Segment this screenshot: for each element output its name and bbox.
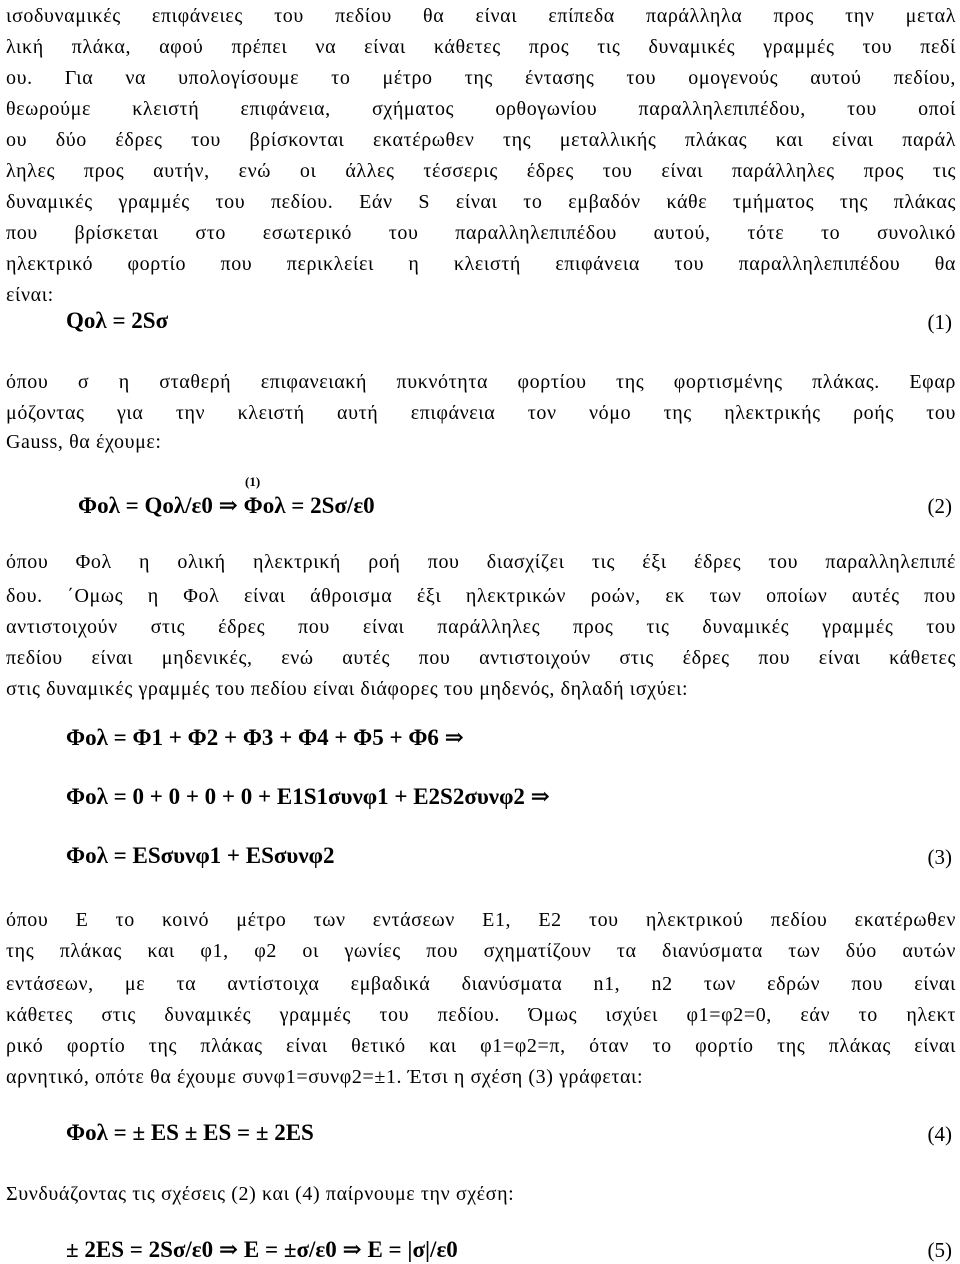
text-line: Συνδυάζοντας τις σχέσεις (2) και (4) παίρνουμε την σχέση: (6, 1183, 515, 1205)
text-line: λική πλάκα, αφού πρέπει να είναι κάθετες προς τις δυναμικές γραμμές του πεδί (6, 36, 956, 58)
text-line: μόζοντας για την κλειστή αυτή επιφάνεια τον νόμο της ηλεκτρικής ροής του (6, 402, 956, 424)
text-line: που βρίσκεται στο εσωτερικό του παραλληλεπιπέδου αυτού, τότε το συνολικό (6, 222, 956, 244)
text-line: αρνητικό, οπότε θα έχουμε συνφ1=συνφ2=±1. Έτσι η σχέση (3) γράφεται: (6, 1066, 644, 1088)
equation-number: (2) (927, 494, 952, 518)
text-line: δυναμικές γραμμές του πεδίου. Εάν S είναι το εμβαδόν κάθε τμήματος της πλάκας (6, 191, 956, 213)
text-line: ηλεκτρικό φορτίο που περικλείει η κλειστή επιφάνεια του παραλληλεπιπέδου θα (6, 253, 956, 275)
arrow-label: (1) (245, 474, 261, 489)
text-line: όπου Ε το κοινό μέτρο των εντάσεων E1, E2 του ηλεκτρικού πεδίου εκατέρωθεν (6, 909, 956, 931)
equation: ± 2ES = 2Sσ/ε0 ⇒ E = ±σ/ε0 ⇒ E = |σ|/ε0 (66, 1237, 458, 1262)
text-line: ισοδυναμικές επιφάνειες του πεδίου θα είναι επίπεδα παράλληλα προς την μεταλ (6, 5, 956, 27)
text-line: θεωρούμε κλειστή επιφάνεια, σχήματος ορθογωνίου παραλληλεπιπέδου, του οποί (6, 98, 956, 120)
text-line: δου. ΄Ομως η Φολ είναι άθροισμα έξι ηλεκτρικών ροών, εκ των οποίων αυτές που (6, 585, 956, 607)
text-line: της πλάκας και φ1, φ2 οι γωνίες που σχηματίζουν τα διανύσματα των δύο αυτών (6, 940, 956, 962)
equation-number: (5) (927, 1238, 952, 1262)
equation: Φολ = ± ES ± ES = ± 2ES (66, 1120, 314, 1145)
equation: Φολ = ESσυνφ1 + ESσυνφ2 (66, 843, 335, 868)
equation: Φολ = 0 + 0 + 0 + 0 + E1S1συνφ1 + E2S2συνφ2 ⇒ (66, 784, 550, 809)
equation: Φολ = Φ1 + Φ2 + Φ3 + Φ4 + Φ5 + Φ6 ⇒ (66, 725, 464, 750)
equation-number: (1) (927, 310, 952, 334)
text-line: εντάσεων, με τα αντίστοιχα εμβαδικά διανύσματα n1, n2 των εδρών που είναι (6, 973, 956, 995)
text-line: ληλες προς αυτήν, ενώ οι άλλες τέσσερις έδρες του είναι παράλληλες προς τις (6, 160, 956, 182)
text-line: κάθετες στις δυναμικές γραμμές του πεδίου. Όμως ισχύει φ1=φ2=0, εάν το ηλεκτ (6, 1004, 956, 1026)
text-line: αντιστοιχούν στις έδρες που είναι παράλληλες προς τις δυναμικές γραμμές του (6, 616, 956, 638)
equation: Qολ = 2Sσ (66, 308, 169, 333)
text-line: ρικό φορτίο της πλάκας είναι θετικό και φ1=φ2=π, όταν το φορτίο της πλάκας είναι (6, 1035, 956, 1057)
equation-number: (3) (927, 845, 952, 869)
text-line: είναι: (6, 284, 54, 306)
text-line: ου δύο έδρες του βρίσκονται εκατέρωθεν της μεταλλικής πλάκας και είναι παράλ (6, 129, 956, 151)
text-line: ου. Για να υπολογίσουμε το μέτρο της έντασης του ομογενούς αυτού πεδίου, (6, 67, 956, 89)
text-line: Gauss, θα έχουμε: (6, 431, 162, 453)
equation: Φολ = Qολ/ε0 ⇒ Φολ = 2Sσ/ε0 (78, 493, 375, 518)
text-line: πεδίου είναι μηδενικές, ενώ αυτές που αντιστοιχούν στις έδρες που είναι κάθετες (6, 647, 956, 669)
text-line: όπου Φολ η ολική ηλεκτρική ροή που διασχίζει τις έξι έδρες του παραλληλεπιπέ (6, 551, 956, 573)
text-line: στις δυναμικές γραμμές του πεδίου είναι διάφορες του μηδενός, δηλαδή ισχύει: (6, 678, 689, 700)
equation-number: (4) (927, 1122, 952, 1146)
text-line: όπου σ η σταθερή επιφανειακή πυκνότητα φορτίου της φορτισμένης πλάκας. Εφαρ (6, 371, 956, 393)
